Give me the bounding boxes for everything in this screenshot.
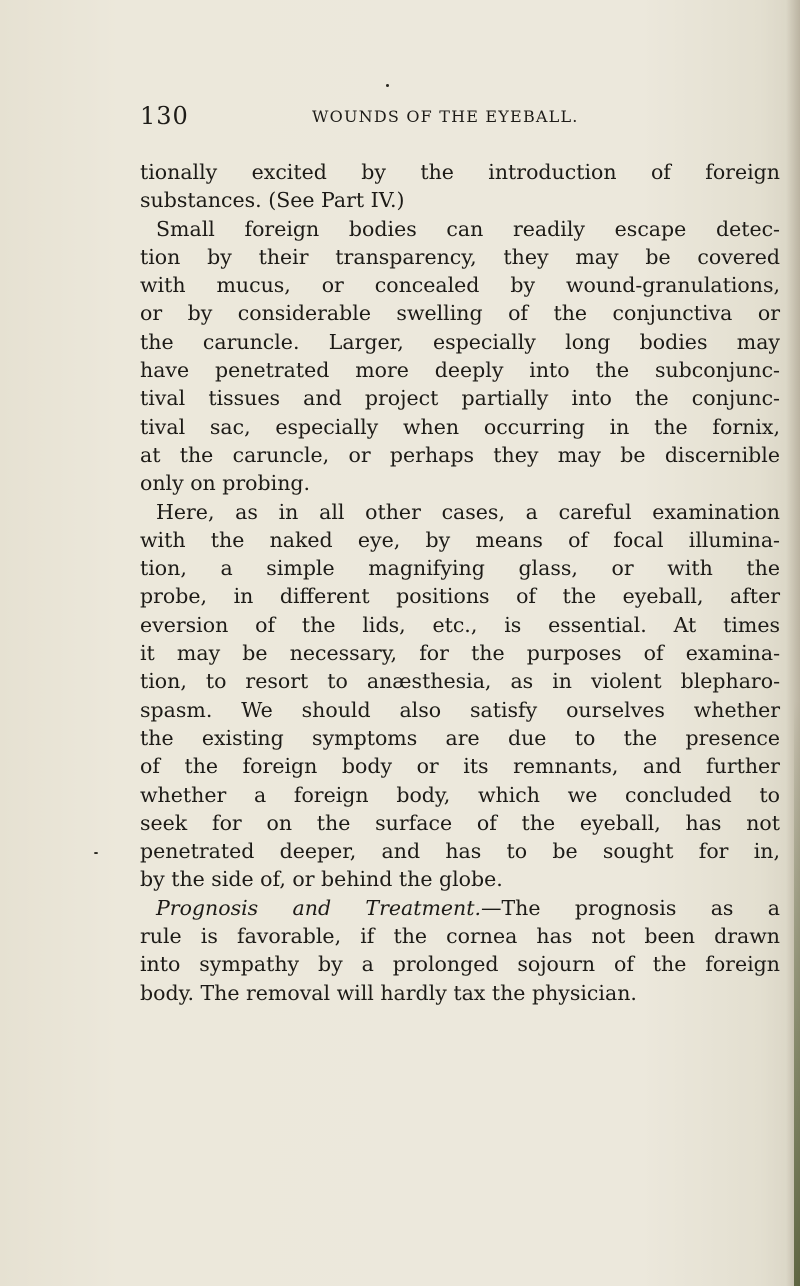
text-line: body. The removal will hardly tax the physician.: [140, 980, 637, 1005]
text-line: have penetrated more deeply into the subconjunc-: [140, 358, 780, 383]
text-line: spasm. We should also satisfy ourselves whether: [140, 697, 780, 722]
text-line: tionally excited by the introduction of foreign: [140, 160, 780, 184]
text-line: or by considerable swelling of the conjunctiva or: [140, 301, 780, 326]
text-line: tion by their transparency, they may be covered: [140, 244, 780, 269]
text-line: the caruncle. Larger, especially long bodies may: [140, 329, 780, 354]
text-line: tival tissues and project partially into the conjunc-: [140, 386, 780, 411]
section-heading: Prognosis and Treatment.: [156, 895, 481, 920]
text-line: with the naked eye, by means of focal illumina-: [140, 527, 780, 552]
text-line: eversion of the lids, etc., is essential. At times: [140, 612, 780, 637]
ink-speck: [94, 852, 98, 854]
text-line: Here, as in all other cases, a careful examination: [156, 499, 780, 524]
text-line: rule is favorable, if the cornea has not been drawn: [140, 924, 780, 949]
page-number: 130: [140, 102, 189, 130]
text-line: into sympathy by a prolonged sojourn of the foreign: [140, 952, 780, 977]
text-line: at the caruncle, or perhaps they may be discernible: [140, 442, 780, 467]
heading-continuation: —The prognosis as a: [481, 895, 780, 920]
text-line: the existing symptoms are due to the presence: [140, 725, 780, 750]
body-text: [140, 158, 780, 1007]
text-line: only on probing.: [140, 471, 311, 496]
text-line: with mucus, or concealed by wound-granulations,: [140, 273, 780, 298]
text-line: seek for on the surface of the eyeball, has not: [140, 810, 780, 835]
text-line: by the side of, or behind the globe.: [140, 867, 503, 892]
running-head: [140, 102, 600, 134]
text-line: of the foreign body or its remnants, and further: [140, 754, 780, 779]
text-line: Small foreign bodies can readily escape detec-: [156, 216, 780, 241]
text-line: whether a foreign body, which we concluded to: [140, 782, 780, 807]
text-line: tion, a simple magnifying glass, or with the: [140, 556, 780, 581]
text-line: tival sac, especially when occurring in the fornix,: [140, 414, 780, 439]
text-line: tion, to resort to anæsthesia, as in violent blepharo-: [140, 669, 780, 694]
text-line: it may be necessary, for the purposes of examina-: [140, 641, 780, 666]
text-line: penetrated deeper, and has to be sought for in,: [140, 839, 780, 864]
text-line: substances. (See Part IV.): [140, 188, 405, 213]
page-edge-stain: [794, 700, 800, 1286]
running-title: WOUNDS OF THE EYEBALL.: [312, 107, 579, 126]
text-line: probe, in different positions of the eyeball, after: [140, 584, 780, 609]
text-line-with-heading: [140, 894, 780, 922]
ink-speck: [386, 84, 389, 87]
